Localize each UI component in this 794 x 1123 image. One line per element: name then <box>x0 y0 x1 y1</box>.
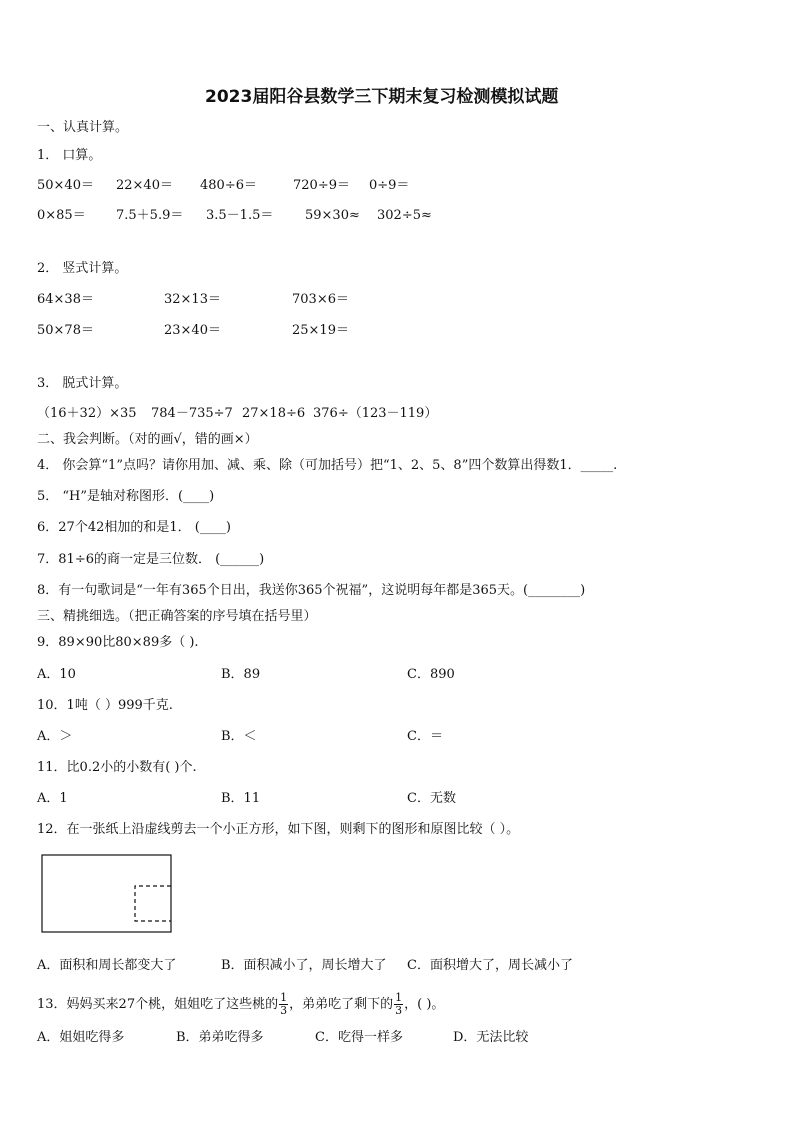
q2-item: 50×78＝ <box>37 323 94 338</box>
q13-option: C．吃得一样多 <box>315 1030 403 1045</box>
q11-stem: 11．比0.2小的小数有( )个. <box>37 760 197 775</box>
q7-text: 7．81÷6的商一定是三位数． (______) <box>37 552 265 567</box>
dashed-square <box>135 886 171 921</box>
q3-item: 376÷（123－119） <box>313 406 438 421</box>
q3-label: 3． 脱式计算。 <box>37 376 128 391</box>
q1-item: 22×40＝ <box>116 178 173 193</box>
q10-stem: 10．1吨（ ）999千克. <box>37 698 173 713</box>
q3-item: 784－735÷7 <box>151 406 233 421</box>
q3-item: 27×18÷6 <box>242 406 306 421</box>
q1-item: 720÷9＝ <box>293 178 350 193</box>
q13-option: D．无法比较 <box>453 1030 529 1045</box>
q2-item: 703×6＝ <box>292 292 349 307</box>
q11-option: C．无数 <box>407 791 456 806</box>
q9-option: A．10 <box>37 667 76 682</box>
fraction-one-third <box>394 992 403 1017</box>
q1-label: 1． 口算。 <box>37 148 102 163</box>
q12-option: B．面积减小了，周长增大了 <box>221 958 387 973</box>
q1-item: 0÷9＝ <box>369 178 410 193</box>
q2-item: 64×38＝ <box>37 292 94 307</box>
q13-stem-part-b: ，弟弟吃了剩下的 <box>289 997 394 1012</box>
section2-heading: 二、我会判断。（对的画√，错的画×） <box>37 432 258 447</box>
q13-option: B．弟弟吃得多 <box>176 1030 264 1045</box>
q13-stem-part-c: ，( )。 <box>404 997 445 1012</box>
q6-text: 6．27个42相加的和是1． (____) <box>37 520 231 535</box>
page-title: 2023届阳谷县数学三下期末复习检测模拟试题 <box>205 87 559 107</box>
q12-option: C．面积增大了，周长减小了 <box>407 958 573 973</box>
q5-text: 5． “H”是轴对称图形．(____) <box>37 489 215 504</box>
fraction-numerator: 1 <box>395 991 403 1004</box>
q3-item: （16＋32）×35 <box>37 406 137 421</box>
fraction-numerator: 1 <box>280 991 288 1004</box>
section3-heading: 三、精挑细选。（把正确答案的序号填在括号里） <box>37 609 317 624</box>
q1-item: 3.5－1.5＝ <box>206 208 274 223</box>
q1-item: 302÷5≈ <box>377 208 432 223</box>
q2-label: 2． 竖式计算。 <box>37 261 128 276</box>
q1-item: 50×40＝ <box>37 178 94 193</box>
q12-stem: 12．在一张纸上沿虚线剪去一个小正方形，如下图，则剩下的图形和原图比较（ ）。 <box>37 822 520 837</box>
q2-item: 32×13＝ <box>164 292 221 307</box>
q10-option: A．＞ <box>37 729 73 744</box>
q13-stem-part-a: 13．妈妈买来27个桃，姐姐吃了这些桃的 <box>37 997 279 1012</box>
q1-item: 7.5＋5.9＝ <box>116 208 184 223</box>
fraction-one-third <box>279 992 288 1017</box>
fraction-denominator: 3 <box>395 1004 403 1017</box>
q2-item: 25×19＝ <box>292 323 349 338</box>
q9-option: B．89 <box>221 667 261 682</box>
q11-option: B．11 <box>221 791 261 806</box>
q10-option: B．＜ <box>221 729 257 744</box>
q13-option: A．姐姐吃得多 <box>37 1030 125 1045</box>
rectangle-cut-figure <box>40 853 174 935</box>
q12-option: A．面积和周长都变大了 <box>37 958 177 973</box>
q2-item: 23×40＝ <box>164 323 221 338</box>
fraction-denominator: 3 <box>280 1004 288 1017</box>
q13-stem <box>37 992 444 1018</box>
q8-text: 8．有一句歌词是“一年有365个日出，我送你365个祝福”，这说明每年都是365天。(________) <box>37 583 586 598</box>
q9-option: C．890 <box>407 667 455 682</box>
section1-heading: 一、认真计算。 <box>37 120 129 135</box>
q1-item: 480÷6＝ <box>200 178 257 193</box>
q11-option: A．1 <box>37 791 68 806</box>
q10-option: C．＝ <box>407 729 443 744</box>
q1-item: 59×30≈ <box>305 208 360 223</box>
q4-text: 4． 你会算“1”点吗？请你用加、减、乘、除（可加括号）把“1、2、5、8”四个数算出得数1．_____. <box>37 458 618 473</box>
q1-item: 0×85＝ <box>37 208 86 223</box>
q9-stem: 9．89×90比80×89多（ ). <box>37 635 199 650</box>
